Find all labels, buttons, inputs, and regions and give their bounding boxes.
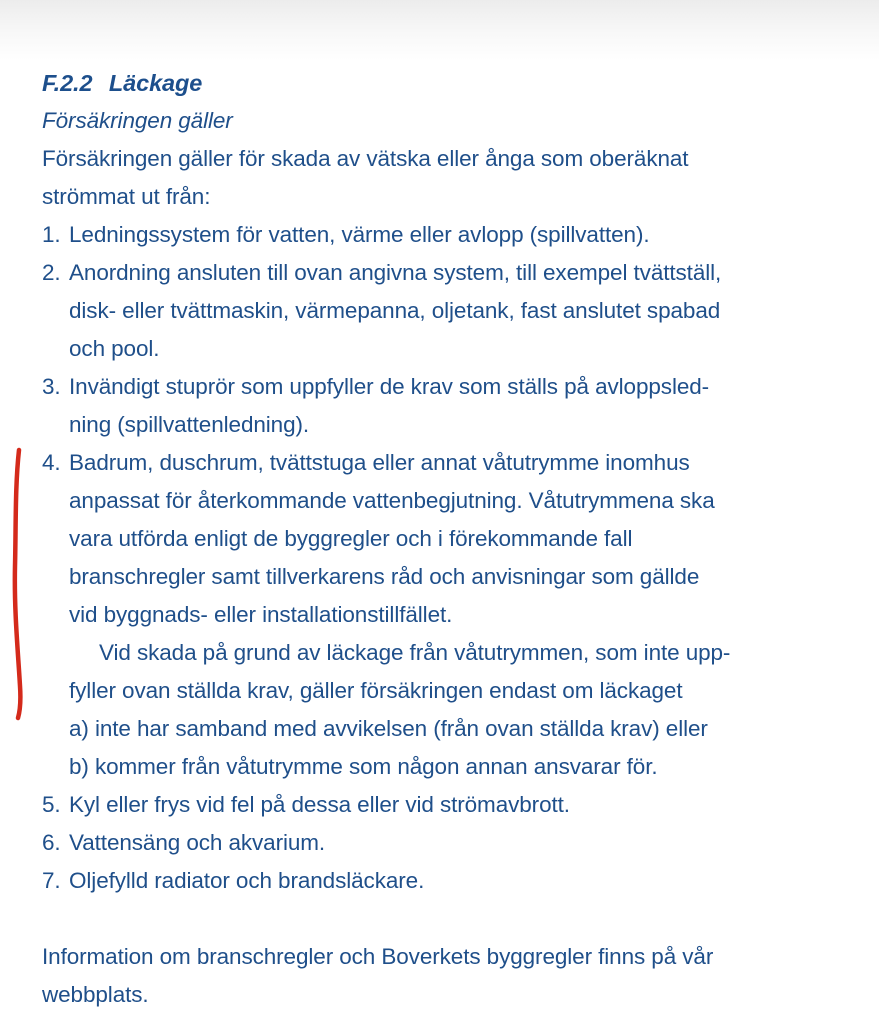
- page-top-shadow: [0, 0, 879, 60]
- section-subtitle: Försäkringen gäller: [42, 108, 233, 133]
- list-item-extra-line: b) kommer från våtutrymme som någon annan ansvarar för.: [69, 754, 658, 779]
- list-item-line: Anordning ansluten till ovan angivna system, till exempel tvättställ,: [69, 260, 722, 285]
- list-item-line: Invändigt stuprör som uppfyller de krav som ställs på avloppsled-: [69, 374, 710, 399]
- intro-paragraph: [42, 140, 862, 216]
- list-item-line: disk- eller tvättmaskin, värmepanna, oljetank, fast anslutet spabad: [69, 298, 721, 323]
- list-item-line: och pool.: [69, 336, 160, 361]
- footer-paragraph: [42, 938, 862, 1014]
- list-item: [42, 824, 862, 862]
- list-item-line: Kyl eller frys vid fel på dessa eller vid strömavbrott.: [69, 792, 570, 817]
- list-item-extra-line: fyller ovan ställda krav, gäller försäkringen endast om läckaget: [69, 678, 683, 703]
- list-item-line: branschregler samt tillverkarens råd och anvisningar som gällde: [69, 564, 700, 589]
- footer-line: Information om branschregler och Boverkets byggregler finns på vår: [42, 944, 714, 969]
- intro-line: strömmat ut från:: [42, 184, 211, 209]
- intro-line: Försäkringen gäller för skada av vätska eller ånga som oberäknat: [42, 146, 689, 171]
- list-item: [42, 254, 862, 368]
- document-body: [42, 64, 862, 1014]
- list-item: [42, 786, 862, 824]
- list-marker: 5.: [42, 792, 61, 817]
- red-annotation-mark: [6, 446, 30, 722]
- list-item-extra-line: Vid skada på grund av läckage från våtutrymmen, som inte upp-: [99, 640, 731, 665]
- coverage-list: [42, 216, 862, 900]
- section-title: Läckage: [108, 70, 203, 96]
- list-marker: 3.: [42, 374, 61, 399]
- list-item-line: Ledningssystem för vatten, värme eller avlopp (spillvatten).: [69, 222, 650, 247]
- list-item-line: anpassat för återkommande vattenbegjutning. Våtutrymmena ska: [69, 488, 715, 513]
- list-marker: 2.: [42, 260, 61, 285]
- list-item: [42, 368, 862, 444]
- list-item-extra-line: a) inte har samband med avvikelsen (från ovan ställda krav) eller: [69, 716, 708, 741]
- list-item-line: Vattensäng och akvarium.: [69, 830, 326, 855]
- list-item-line: vid byggnads- eller installationstillfället.: [69, 602, 453, 627]
- section-number: F.2.2: [42, 70, 93, 96]
- list-item: [42, 862, 862, 900]
- paragraph-spacer: [42, 900, 862, 938]
- list-item-line: Badrum, duschrum, tvättstuga eller annat våtutrymme inomhus: [69, 450, 690, 475]
- list-item-line: ning (spillvattenledning).: [69, 412, 310, 437]
- footer-line: webbplats.: [42, 982, 149, 1007]
- section-heading: [42, 64, 862, 102]
- list-marker: 7.: [42, 868, 61, 893]
- list-marker: 6.: [42, 830, 61, 855]
- list-item-line: vara utförda enligt de byggregler och i förekommande fall: [69, 526, 633, 551]
- list-item: [42, 444, 862, 786]
- list-item: [42, 216, 862, 254]
- list-marker: 4.: [42, 450, 61, 475]
- list-marker: 1.: [42, 222, 61, 247]
- list-item-line: Oljefylld radiator och brandsläckare.: [69, 868, 425, 893]
